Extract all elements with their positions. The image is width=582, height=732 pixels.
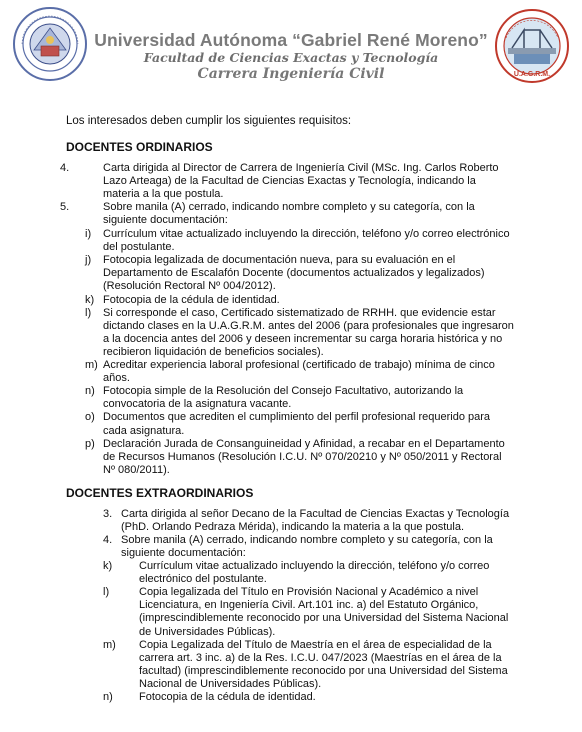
extraordinarios-item-text-line: Carta dirigida al señor Decano de la Facultad de Ciencias Exactas y Tecnología [121,508,510,520]
ordinarios-item-text-line: materia a la que postula. [103,188,224,201]
extraordinarios-subitem-text-line: Copia Legalizada del Título de Maestría en el área de especialidad de la [139,638,492,651]
extraordinarios-item-number: 4. [103,534,113,547]
extraordinarios-subitem-text-line: facultad) (imprescindiblemente reconocido por una Universidad del Sistema [139,664,508,677]
ordinarios-subitem-text-line: a la docencia antes del 2006 y deseen incrementar su carga horaria histórica y no [103,332,503,345]
ordinarios-subitem-text-line: Departamento de Escalafón Docente (documentos actualizados y legalizados) [103,267,485,280]
ordinarios-subitem-number: j) [85,254,92,267]
extraordinarios-subitem-text-line: electrónico del postulante. [139,573,267,586]
ordinarios-subitem-text-line: Acreditar experiencia laboral profesional (certificado de trabajo) mínima de cinco [103,359,495,371]
intro-text: Los interesados deben cumplir los siguientes requisitos: [66,115,352,127]
section-title-ordinarios: DOCENTES ORDINARIOS [66,140,213,154]
extraordinarios-subitem-text-line: Licenciatura, en Ingeniería Civil. Art.101 inc. a) del Estatuto Orgánico, [139,599,479,612]
ordinarios-subitem-text-line: Si corresponde el caso, Certificado sistematizado de RRHH. que evidencie estar [103,306,496,319]
extraordinarios-subitem-number: l) [103,586,110,599]
ordinarios-subitem-text-line: dictando clases en la U.A.G.R.M. antes del 2006 (para profesionales que ingresaron [103,319,514,332]
ordinarios-item-number: 4. [60,162,70,174]
extraordinarios-subitem-text-line: carrera art. 3 inc. a) de la Res. I.C.U. 047/2023 (Maestrías en el área de la [139,651,502,664]
ordinarios-subitem-text-line: años. [103,372,130,385]
ordinarios-item-text-line: Carta dirigida al Director de Carrera de Ingeniería Civil (MSc. Ing. Carlos Roberto [103,162,499,174]
ordinarios-subitem-number: i) [85,228,92,240]
extraordinarios-subitem-text-line: (imprescindiblemente reconocido por una Universidad del Sistema Nacional [139,612,509,625]
extraordinarios-subitem-number: m) [103,638,116,651]
document-header [0,0,582,95]
extraordinarios-subitem-number: k) [103,560,113,572]
ordinarios-item-text-line: Lazo Arteaga) de la Facultad de Ciencias Exactas y Tecnología, indicando la [103,175,476,188]
ordinarios-subitem-text-line: del postulante. [103,241,175,254]
extraordinarios-subitem-text-line: Nacional de Universidades Públicas). [139,677,322,690]
extraordinarios-item-text-line: Sobre manila (A) cerrado, indicando nombre completo y su categoría, con la [121,534,493,547]
ordinarios-subitem-text-line: Nº 080/2011). [103,463,170,476]
ordinarios-subitem-number: n) [85,385,95,398]
ordinarios-subitem-text-line: cada asignatura. [103,424,185,437]
ordinarios-subitem-text-line: Fotocopia de la cédula de identidad. [103,293,280,306]
ordinarios-subitem-number: o) [85,411,95,424]
extraordinarios-item-text-line: (PhD. Orlando Pedraza Mérida), indicando la materia a la que postula. [121,521,465,534]
ordinarios-subitem-text-line: de Recursos Humanos (Resolución I.C.U. Nº 070/20210 y Nº 050/2011 y Rectoral [103,450,502,463]
ordinarios-subitem-number: m) [85,359,98,371]
university-name: Universidad Autónoma “Gabriel René Moreno” [94,30,488,50]
ordinarios-item-number: 5. [60,201,70,214]
ordinarios-subitem-text-line: Documentos que acrediten el cumplimiento del perfil profesional requerido para [103,411,491,424]
extraordinarios-subitem-text-line: de Universidades Públicas). [139,625,276,638]
ordinarios-subitem-text-line: Fotocopia legalizada de documentación nueva, para su evaluación en el [103,254,456,267]
ordinarios-item-text-line: siguiente documentación: [103,214,228,227]
extraordinarios-subitem-number: n) [103,691,113,703]
ordinarios-subitem-text-line: convocatoria de la asignatura vacante. [103,398,292,411]
extraordinarios-item-number: 3. [103,508,113,520]
extraordinarios-subitem-text-line: Currículum vitae actualizado incluyendo la dirección, teléfono y/o correo [139,560,490,572]
ordinarios-subitem-number: k) [85,293,95,306]
section-title-extraordinarios: DOCENTES EXTRAORDINARIOS [66,486,254,500]
svg-text:U.A.G.R.M.: U.A.G.R.M. [513,71,551,78]
ordinarios-subitem-text-line: recibieron liquidación de beneficios sociales). [103,345,324,358]
ordinarios-subitem-text-line: Currículum vitae actualizado incluyendo la dirección, teléfono y/o correo electrónico [103,228,510,240]
ordinarios-subitem-text-line: Fotocopia simple de la Resolución del Consejo Facultativo, autorizando la [103,385,464,398]
extraordinarios-item-text-line: siguiente documentación: [121,547,246,560]
extraordinarios-subitem-text-line: Copia legalizada del Título en Provisión Nacional y Académico a nivel [139,586,479,599]
ordinarios-subitem-text-line: (Resolución Rectoral Nº 004/2012). [103,280,276,293]
extraordinarios-subitem-text-line: Fotocopia de la cédula de identidad. [139,691,316,703]
ordinarios-subitem-number: p) [85,437,95,450]
faculty-name: Facultad de Ciencias Exactas y Tecnología [143,50,439,65]
ordinarios-subitem-number: l) [85,306,92,319]
ordinarios-item-text-line: Sobre manila (A) cerrado, indicando nombre completo y su categoría, con la [103,201,475,214]
ordinarios-subitem-text-line: Declaración Jurada de Consanguineidad y Afinidad, a recabar en el Departamento [103,437,505,450]
career-name: Carrera Ingeniería Civil [197,66,385,82]
